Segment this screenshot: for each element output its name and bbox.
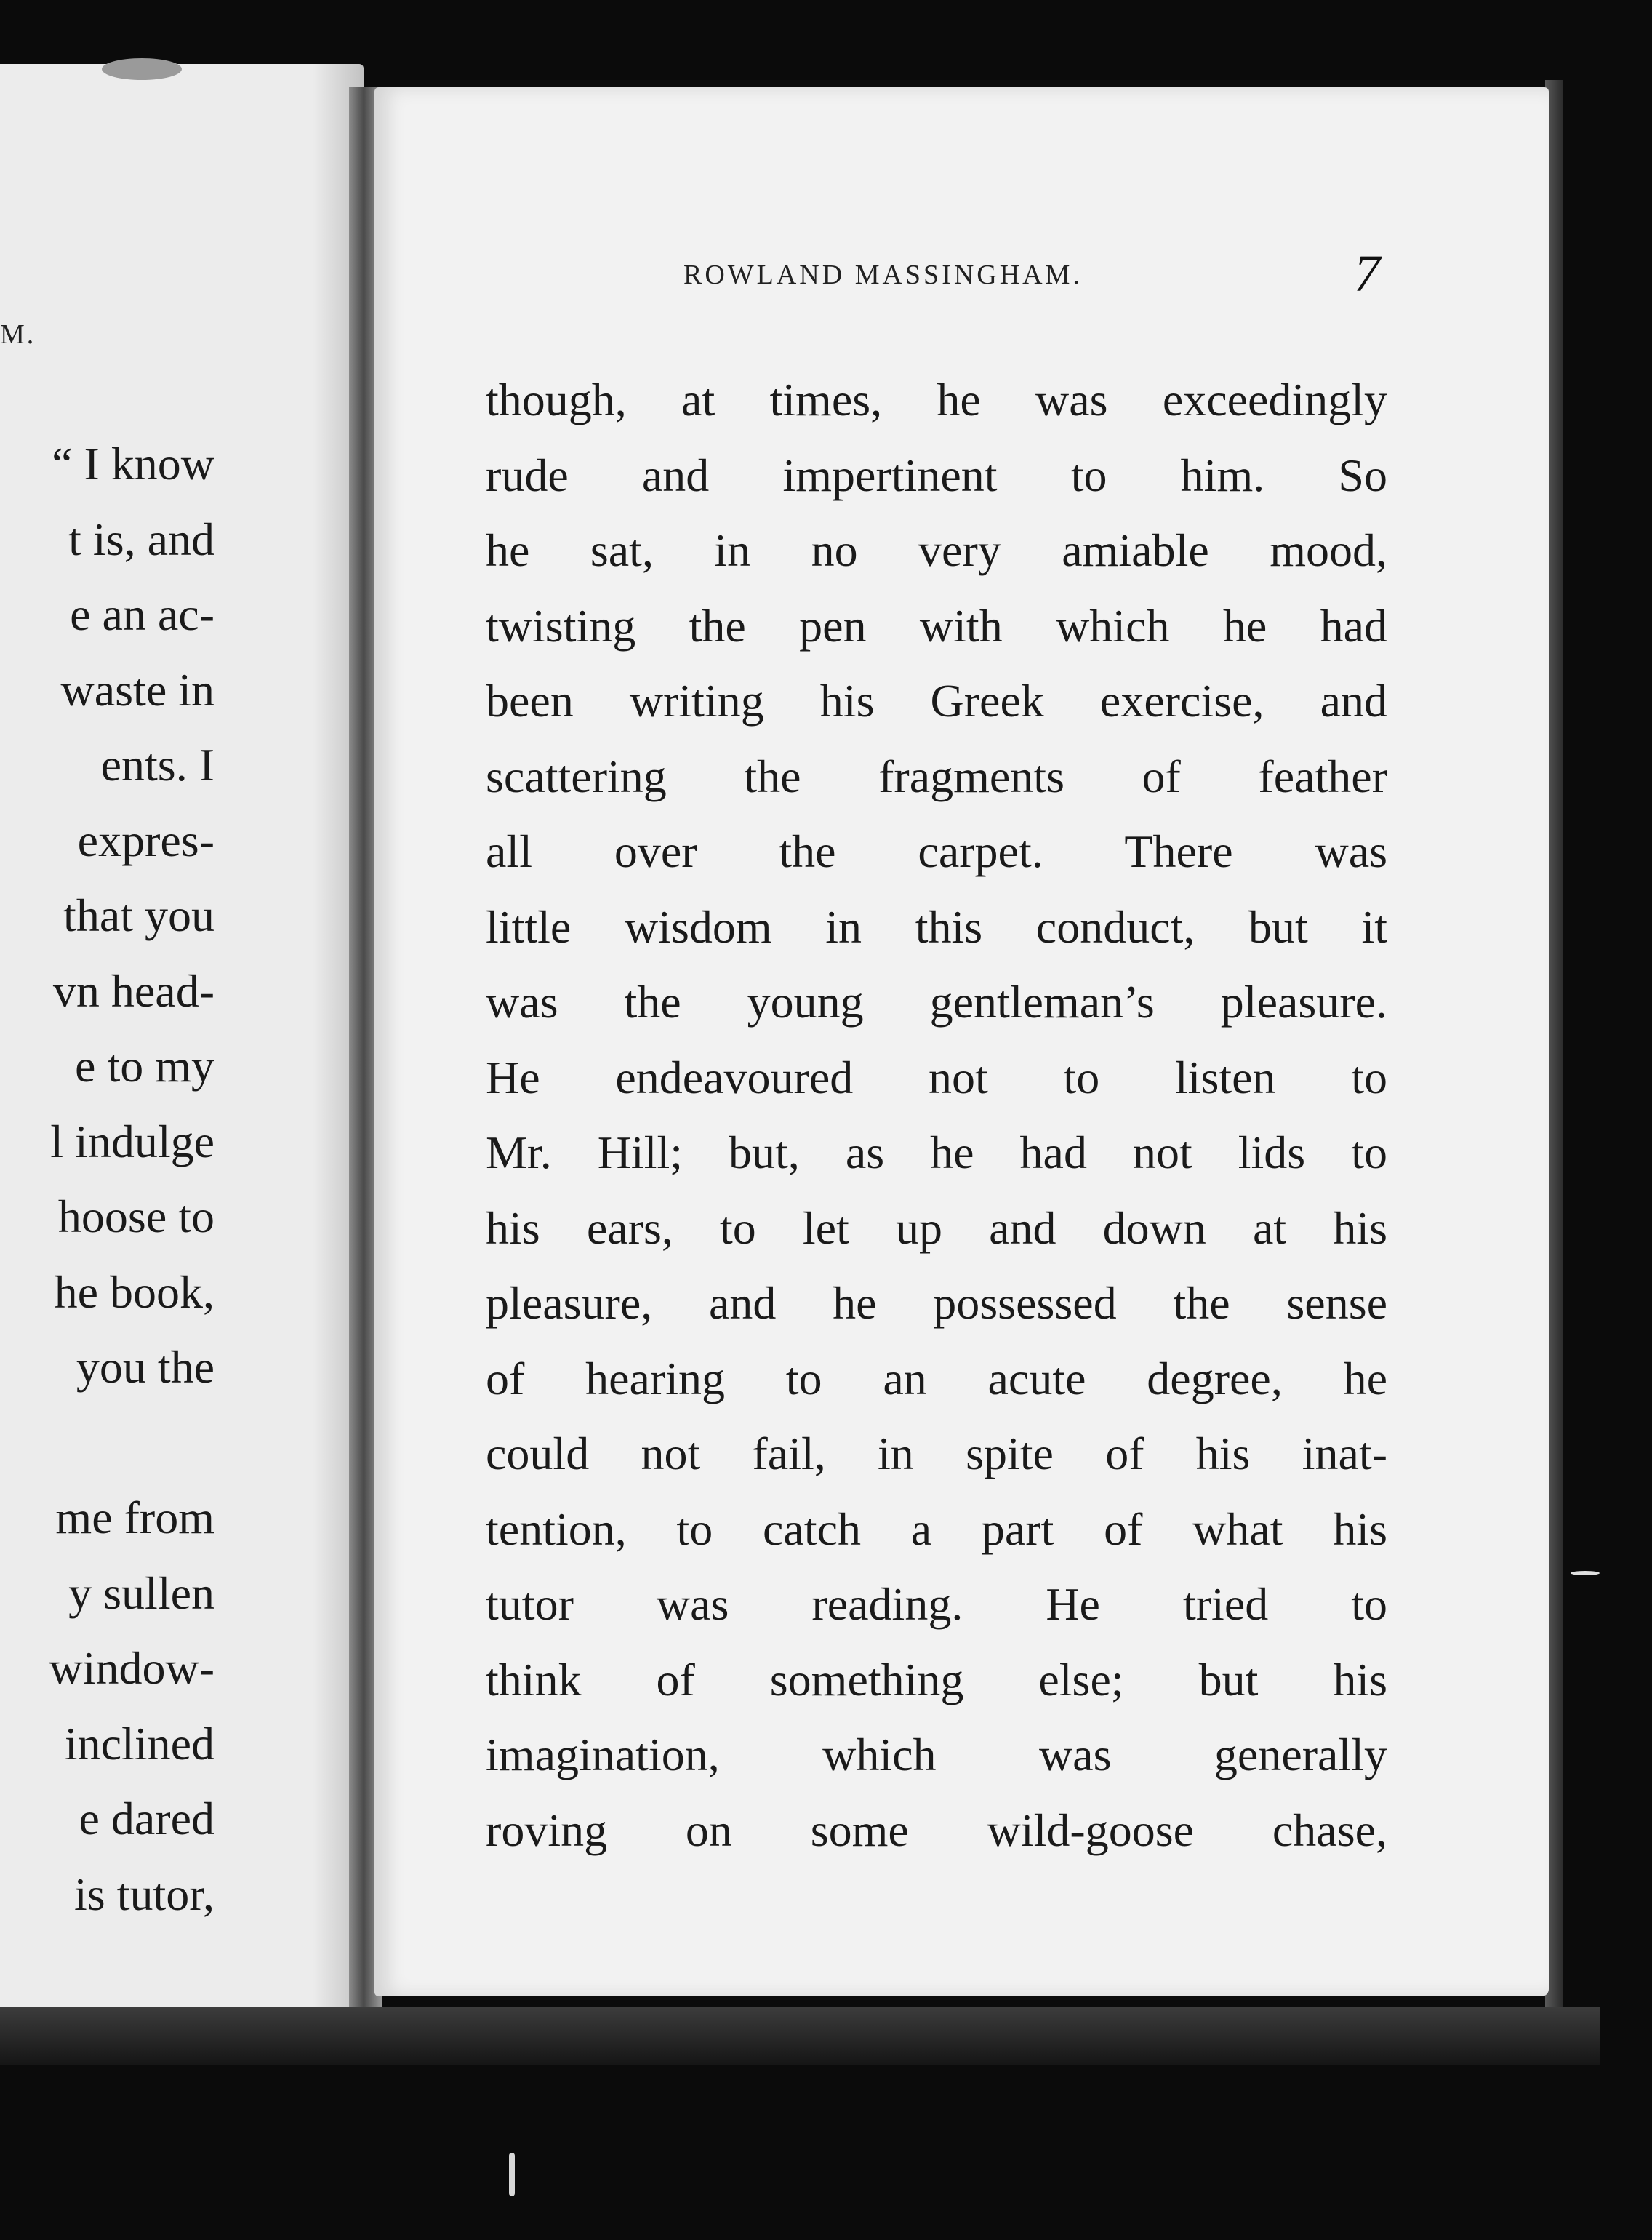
text-line: vn head- [52, 964, 214, 1017]
text-line: hoose to [57, 1191, 214, 1242]
text-line: ents. I [100, 739, 214, 791]
text-line: pleasure, and he possessed the sense [486, 1277, 1387, 1329]
text-line: is tutor, [74, 1868, 214, 1920]
running-head: ROWLAND MASSINGHAM. [683, 260, 1083, 290]
text-line: could not fail, in spite of his inat- [486, 1428, 1387, 1479]
text-line: t is, and [68, 513, 214, 565]
text-line: He endeavoured not to listen to [486, 1051, 1387, 1103]
text-line: been writing his Greek exercise, and [486, 675, 1387, 727]
dust-speck [1571, 1571, 1600, 1575]
text-line: rude and impertinent to him. So [486, 449, 1387, 501]
text-line: that you [63, 889, 214, 941]
text-line: e to my [75, 1040, 214, 1092]
text-line: e an ac- [70, 588, 214, 640]
text-line: of hearing to an acute degree, he [486, 1352, 1387, 1404]
text-line: though, at times, he was exceedingly [486, 374, 1387, 425]
dust-speck [509, 2153, 515, 2196]
text-line: scattering the fragments of feather [486, 750, 1387, 802]
text-line [0, 1405, 214, 1481]
text-line: window- [49, 1642, 214, 1694]
left-page [0, 64, 364, 2028]
text-line: little wisdom in this conduct, but it [486, 900, 1387, 953]
text-line: he sat, in no very amiable mood, [486, 524, 1387, 576]
text-line: was the young gentleman’s pleasure. [486, 976, 1387, 1028]
text-line: inclined [64, 1717, 214, 1769]
left-page-text [0, 426, 214, 1932]
text-line: tutor was reading. He tried to [486, 1578, 1387, 1630]
text-line: think of something else; but his [486, 1653, 1387, 1705]
book-cover-bottom [0, 2007, 1600, 2065]
text-line: Mr. Hill; but, as he had not lids to [486, 1127, 1387, 1178]
text-line: twisting the pen with which he had [486, 599, 1387, 652]
text-line: y sullen [68, 1567, 214, 1619]
text-line: you the [76, 1341, 214, 1393]
text-line: imagination, which was generally [486, 1729, 1387, 1780]
text-line: tention, to catch a part of what his [486, 1503, 1387, 1555]
text-line: roving on some wild-goose chase, [486, 1804, 1387, 1856]
dust-speck [102, 58, 182, 80]
text-line: e dared [79, 1793, 214, 1844]
text-line: l indulge [50, 1115, 214, 1167]
page-number: 7 [1354, 244, 1380, 303]
text-line: expres- [77, 814, 214, 866]
right-page-text [486, 362, 1387, 1868]
text-line: me from [55, 1492, 214, 1543]
left-running-head: M. [0, 319, 36, 350]
text-line: “ I know [52, 438, 214, 489]
text-line: all over the carpet. There was [486, 825, 1387, 877]
text-line: waste in [60, 663, 214, 716]
text-line: he book, [54, 1265, 214, 1318]
text-line: his ears, to let up and down at his [486, 1201, 1387, 1254]
